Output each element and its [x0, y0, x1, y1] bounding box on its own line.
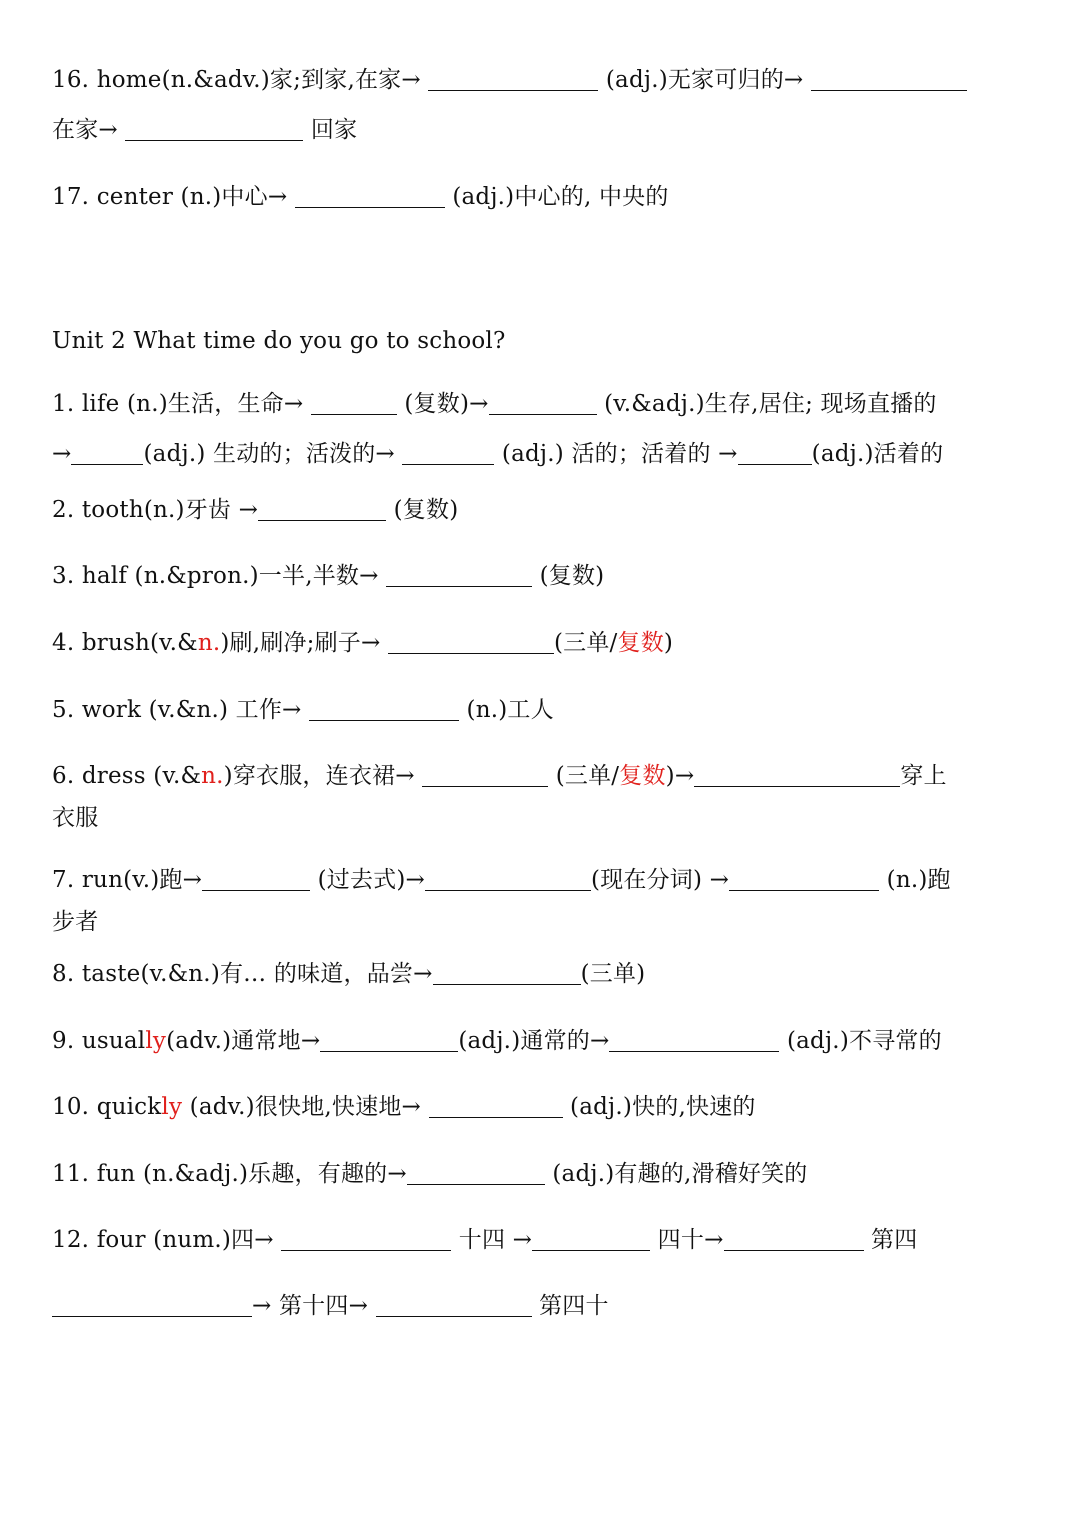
answer-blank[interactable]: [388, 631, 554, 654]
item-6-line-2: 衣服: [52, 805, 99, 831]
answer-blank[interactable]: [729, 868, 879, 891]
answer-blank[interactable]: [281, 1228, 451, 1251]
item-12-line-2: → 第十四→ 第四十: [52, 1292, 609, 1320]
answer-blank[interactable]: [738, 442, 812, 465]
answer-blank[interactable]: [532, 1228, 650, 1251]
answer-blank[interactable]: [71, 442, 143, 465]
item-3-line: 3. half (n.&pron.)一半,半数→ (复数): [52, 563, 605, 589]
item-1-line-1: 1. life (n.)生活，生命→ (复数)→ (v.&adj.)生存,居住; 现场直播的: [52, 391, 937, 417]
item-17-line: 17. center (n.)中心→ (adj.)中心的, 中央的: [52, 184, 669, 210]
answer-blank[interactable]: [429, 1095, 563, 1118]
item-16-line-1: 16. home(n.&adv.)家;到家,在家→ (adj.)无家可归的→: [52, 66, 967, 94]
answer-blank[interactable]: [425, 868, 591, 891]
answer-blank[interactable]: [386, 564, 532, 587]
item-11-line: 11. fun (n.&adj.)乐趣，有趣的→ (adj.)有趣的,滑稽好笑的: [52, 1161, 808, 1187]
answer-blank[interactable]: [428, 68, 598, 91]
item-10-line: 10. quickly (adv.)很快地,快速地→ (adj.)快的,快速的: [52, 1094, 756, 1120]
item-4-line: 4. brush(v.&n.)刷,刷净;刷子→ (三单/复数): [52, 630, 674, 656]
answer-blank[interactable]: [202, 868, 310, 891]
unit-title: Unit 2 What time do you go to school?: [52, 328, 506, 354]
item-12-line-1: 12. four (num.)四→ 十四 → 四十→ 第四: [52, 1227, 918, 1253]
answer-blank[interactable]: [52, 1294, 252, 1317]
item-16-line-2: 在家→ 回家: [52, 117, 358, 143]
answer-blank[interactable]: [724, 1228, 864, 1251]
item-1-line-2: → (adj.) 生动的；活泼的→ (adj.) 活的；活着的 → (adj.)活着的: [52, 441, 944, 467]
answer-blank[interactable]: [295, 185, 445, 208]
answer-blank[interactable]: [489, 392, 597, 415]
answer-blank[interactable]: [376, 1294, 532, 1317]
answer-blank[interactable]: [402, 442, 494, 465]
item-8-line: 8. taste(v.&n.)有… 的味道，品尝→ (三单): [52, 961, 646, 987]
answer-blank[interactable]: [311, 392, 397, 415]
item-7-line-1: 7. run(v.)跑→ (过去式)→ (现在分词) → (n.)跑: [52, 867, 951, 893]
item-7-line-2: 步者: [52, 909, 99, 935]
answer-blank[interactable]: [694, 764, 900, 787]
answer-blank[interactable]: [422, 764, 548, 787]
answer-blank[interactable]: [309, 698, 459, 721]
answer-blank[interactable]: [433, 962, 581, 985]
item-9-line: 9. usually(adv.)通常地→ (adj.)通常的→ (adj.)不寻常的: [52, 1028, 942, 1054]
item-6-line-1: 6. dress (v.&n.)穿衣服，连衣裙→ (三单/复数)→ 穿上: [52, 763, 947, 789]
answer-blank[interactable]: [125, 118, 303, 141]
answer-blank[interactable]: [811, 68, 967, 91]
answer-blank[interactable]: [609, 1029, 779, 1052]
answer-blank[interactable]: [258, 498, 386, 521]
item-2-line: 2. tooth(n.)牙齿 → (复数): [52, 497, 459, 523]
item-5-line: 5. work (v.&n.) 工作→ (n.)工人: [52, 697, 554, 723]
answer-blank[interactable]: [407, 1162, 545, 1185]
answer-blank[interactable]: [320, 1029, 458, 1052]
